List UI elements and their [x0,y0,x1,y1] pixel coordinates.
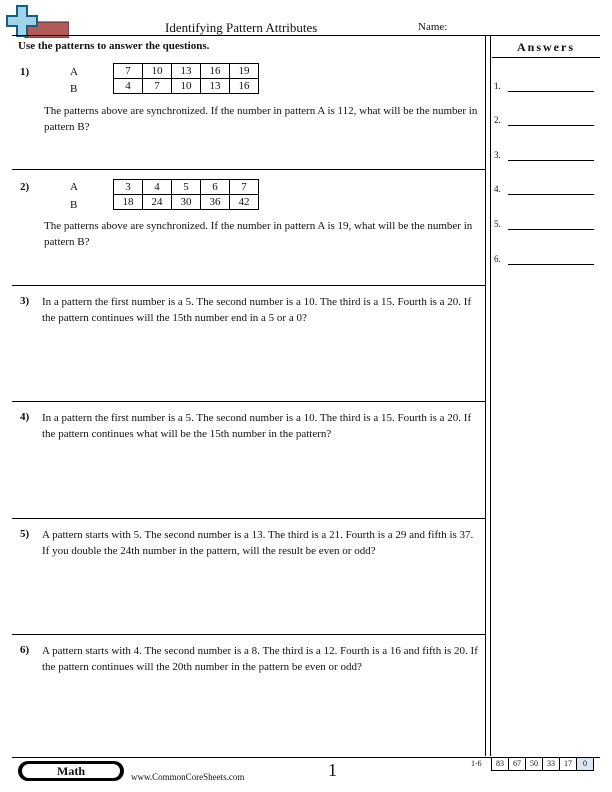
answer-number: 6. [494,254,501,264]
pattern-cell: 16 [230,79,259,94]
column-divider-left [485,36,486,756]
pattern-cell: 13 [172,64,201,79]
answer-row[interactable] [494,115,594,129]
question-divider [12,169,485,170]
pattern-a-label: A [70,66,78,78]
answer-line [508,264,594,265]
pattern-cell: 5 [172,180,201,195]
pattern-cell: 13 [201,79,230,94]
answer-row[interactable] [494,254,594,268]
column-divider-right [490,36,491,756]
answer-row[interactable] [494,219,594,233]
answers-underline [492,57,600,58]
question-divider [12,401,485,402]
pattern-a-row [114,180,259,195]
pattern-cell: 3 [114,180,143,195]
pattern-cell: 10 [143,64,172,79]
math-badge-label: Math [22,764,120,778]
question-number: 5) [20,528,30,540]
pattern-cell: 30 [172,195,201,210]
answer-row[interactable] [494,81,594,95]
logo-icon [5,4,69,38]
answer-line [508,229,594,230]
pattern-table [113,179,259,210]
pattern-b-label: B [70,83,78,95]
answer-line [508,91,594,92]
pattern-cell: 18 [114,195,143,210]
score-box: 50 [525,757,543,771]
site-url: www.CommonCoreSheets.com [131,772,245,782]
score-box: 67 [508,757,526,771]
pattern-table [113,63,259,94]
score-box: 17 [559,757,577,771]
question-text: In a pattern the first number is a 5. The second number is a 10. The third is a 15. Fourth is a 20. If the pattern continues what will be the 15th number in the pattern? [42,412,472,440]
pattern-b-row [114,79,259,94]
answer-row[interactable] [494,150,594,164]
pattern-cell: 4 [143,180,172,195]
question-text: A pattern starts with 4. The second number is a 8. The third is a 12. Fourth is a 16 and fifth is 20. If the pattern continues will the 20th number in the pattern be even or odd? [42,645,478,673]
pattern-cell: 6 [201,180,230,195]
pattern-a-label: A [70,181,78,193]
name-label: Name: [418,21,448,33]
answer-row[interactable] [494,184,594,198]
pattern-cell: 24 [143,195,172,210]
score-box: 83 [491,757,509,771]
answer-number: 3. [494,150,501,160]
pattern-cell: 36 [201,195,230,210]
answer-number: 2. [494,115,501,125]
score-box: 0 [576,757,594,771]
question-number: 1) [20,66,30,78]
question-divider [12,285,485,286]
pattern-cell: 16 [201,64,230,79]
answer-number: 4. [494,184,501,194]
answer-number: 5. [494,219,501,229]
question-number: 2) [20,181,30,193]
question-divider [12,518,485,519]
pattern-b-row [114,195,259,210]
header-divider [12,35,600,36]
score-box: 33 [542,757,560,771]
pattern-cell: 42 [230,195,259,210]
pattern-cell: 4 [114,79,143,94]
instructions: Use the patterns to answer the questions. [18,40,210,52]
pattern-cell: 7 [114,64,143,79]
question-text: A pattern starts with 5. The second number is a 13. The third is a 21. Fourth is a 29 and fifth is 37. If you double the 24th number in the pattern, will the result be even or odd? [42,529,474,557]
answer-line [508,194,594,195]
score-boxes [492,757,594,771]
question-number: 3) [20,295,30,307]
answers-title: Answers [517,40,575,54]
pattern-cell: 7 [230,180,259,195]
page-title: Identifying Pattern Attributes [165,20,318,35]
question-text: The patterns above are synchronized. If the number in pattern A is 19, what will be the number in pattern B? [44,220,473,248]
score-range-label: 1-6 [471,759,482,768]
pattern-cell: 7 [143,79,172,94]
pattern-cell: 19 [230,64,259,79]
math-badge [18,761,124,781]
pattern-b-label: B [70,199,78,211]
answer-line [508,160,594,161]
answer-number: 1. [494,81,501,91]
question-divider [12,634,485,635]
question-number: 4) [20,411,30,423]
page-number: 1 [328,760,337,780]
pattern-a-row [114,64,259,79]
pattern-cell: 10 [172,79,201,94]
question-text: In a pattern the first number is a 5. The second number is a 10. The third is a 15. Fourth is a 20. If the pattern continues will the 15th number end in a 5 or a 0? [42,296,472,324]
question-text: The patterns above are synchronized. If the number in pattern A is 112, what will be the number in pattern B? [44,105,478,133]
question-number: 6) [20,644,30,656]
answer-line [508,125,594,126]
